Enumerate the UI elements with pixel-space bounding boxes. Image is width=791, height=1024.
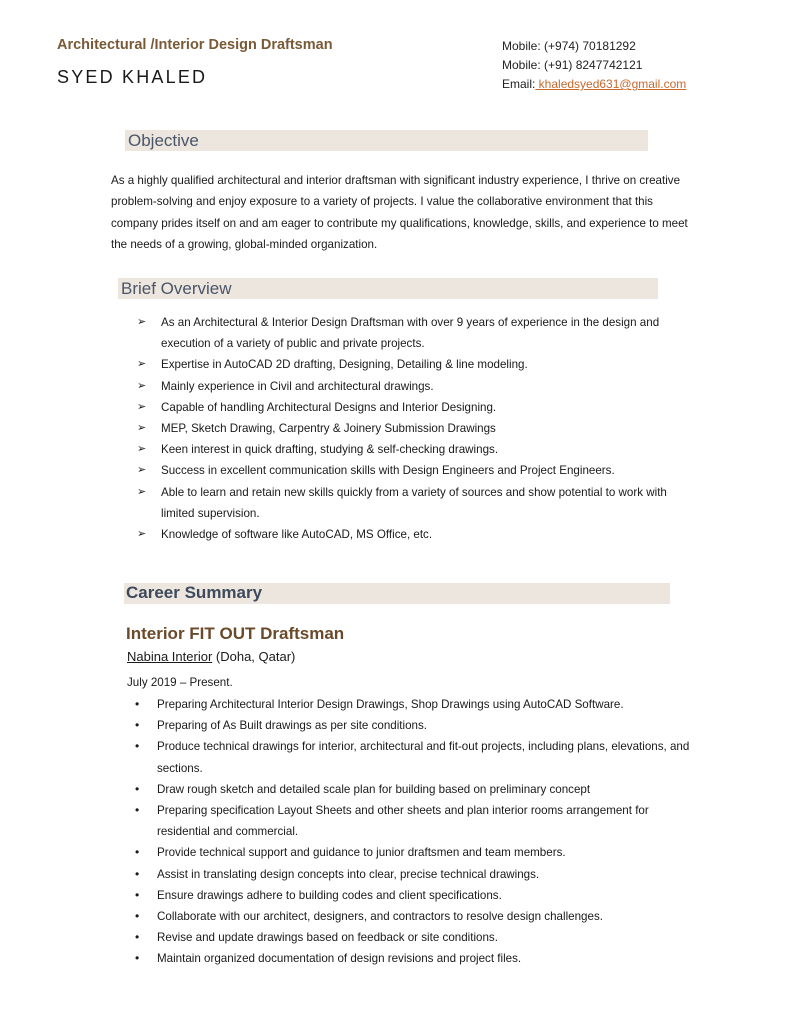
duty-item [135, 779, 692, 800]
duty-item [135, 842, 692, 863]
overview-item [137, 482, 691, 524]
employment-dates: July 2019 – Present. [127, 676, 233, 689]
bullet-icon: • [135, 866, 140, 881]
overview-item-text: Capable of handling Architectural Designs and Interior Designing. [161, 400, 497, 414]
bullet-icon: • [135, 718, 140, 733]
duty-item [135, 736, 692, 778]
bullet-icon: ➢ [137, 443, 147, 456]
bullet-icon: • [135, 697, 140, 711]
bullet-icon: ➢ [137, 528, 147, 541]
overview-item [137, 439, 691, 460]
overview-item [137, 524, 691, 545]
bullet-icon: • [135, 930, 140, 945]
overview-item-text: As an Architectural & Interior Design Draftsman with over 9 years of experience in the design and execution of a variety of public and private projects. [161, 316, 660, 351]
duty-item [135, 715, 692, 736]
overview-list [137, 312, 691, 545]
bullet-icon: • [135, 845, 140, 860]
overview-item [137, 418, 691, 439]
bullet-icon: ➢ [137, 422, 147, 435]
duty-item-text: Preparing Architectural Interior Design Drawings, Shop Drawings using AutoCAD Software. [157, 698, 624, 711]
duties-list-container [135, 694, 692, 970]
duty-item-text: Provide technical support and guidance to junior draftsmen and team members. [157, 846, 566, 860]
overview-item-text: MEP, Sketch Drawing, Carpentry & Joinery Submission Drawings [161, 422, 496, 436]
bullet-icon: ➢ [137, 358, 147, 371]
duty-item-text: Draw rough sketch and detailed scale plan for building based on preliminary concept [157, 782, 591, 796]
duty-item [135, 927, 692, 948]
duty-item-text: Collaborate with our architect, designers, and contractors to resolve design challenges. [157, 910, 603, 924]
bullet-icon: ➢ [137, 379, 147, 392]
duty-item-text: Revise and update drawings based on feedback or site conditions. [157, 931, 498, 945]
overview-item-text: Keen interest in quick drafting, studying & self-checking drawings. [161, 443, 499, 457]
bullet-icon: • [135, 781, 140, 796]
bullet-icon: ➢ [137, 400, 147, 413]
overview-item [137, 312, 691, 354]
career-heading: Career Summary [126, 583, 263, 602]
duty-item-text: Preparing specification Layout Sheets and other sheets and plan interior rooms arrangement for residential and commercial. [157, 804, 649, 839]
overview-item-text: Mainly experience in Civil and architectural drawings. [161, 379, 434, 393]
job-title-heading: Architectural /Interior Design Draftsman [57, 37, 333, 53]
duty-item-text: Maintain organized documentation of design revisions and project files. [157, 952, 522, 966]
duties-list [135, 694, 692, 970]
objective-paragraph: As a highly qualified architectural and interior draftsman with significant industry experience, I thrive on creative problem-solving and enjoy exposure to a variety of projects. I value the collaborative environment that this company prides itself on and am eager to contribute my qualifications, knowledge, skills, and experience to meet the needs of a growing, global-minded organization. [111, 174, 688, 252]
email-label: Email: [502, 77, 536, 91]
duty-item-text: Ensure drawings adhere to building codes and client specifications. [157, 888, 502, 902]
email-line [502, 75, 686, 94]
objective-section-bar [125, 130, 648, 151]
bullet-icon: • [135, 739, 140, 754]
bullet-icon: ➢ [137, 464, 147, 477]
contact-block [502, 37, 686, 94]
duty-item-text: Produce technical drawings for interior, architectural and fit-out projects, including plans, elevations, and sections. [157, 740, 690, 775]
overview-heading: Brief Overview [121, 279, 232, 298]
role-title: Interior FIT OUT Draftsman [126, 624, 345, 643]
objective-heading: Objective [128, 131, 199, 150]
overview-item-text: Able to learn and retain new skills quickly from a variety of sources and show potential to work with limited supervision. [161, 485, 667, 520]
bullet-icon: • [135, 803, 140, 818]
mobile-qatar: Mobile: (+974) 70181292 [502, 39, 636, 53]
mobile-india: Mobile: (+91) 8247742121 [502, 58, 643, 72]
duty-item [135, 864, 692, 885]
overview-item-text: Knowledge of software like AutoCAD, MS Office, etc. [161, 528, 433, 542]
overview-item [137, 460, 691, 481]
duty-item-text: Assist in translating design concepts into clear, precise technical drawings. [157, 867, 540, 881]
bullet-icon: ➢ [137, 485, 147, 498]
duty-item-text: Preparing of As Built drawings as per site conditions. [157, 719, 428, 733]
overview-item [137, 354, 691, 375]
overview-item-text: Success in excellent communication skills with Design Engineers and Project Engineers. [161, 464, 615, 478]
email-link[interactable]: khaledsyed631@gmail.com [535, 77, 687, 91]
company-line [127, 649, 295, 664]
bullet-icon: • [135, 887, 140, 902]
overview-item [137, 397, 691, 418]
company-name: Nabina Interior [127, 649, 213, 664]
overview-item-text: Expertise in AutoCAD 2D drafting, Designing, Detailing & line modeling. [161, 358, 528, 372]
company-location: (Doha, Qatar) [212, 649, 296, 664]
duty-item [135, 948, 692, 969]
duty-item [135, 694, 692, 715]
duty-item [135, 885, 692, 906]
duty-item [135, 800, 692, 842]
bullet-icon: • [135, 909, 140, 924]
candidate-name: SYED KHALED [57, 67, 208, 87]
overview-item [137, 376, 691, 397]
duty-item [135, 906, 692, 927]
overview-list-container [137, 312, 691, 545]
bullet-icon: • [135, 951, 140, 966]
bullet-icon: ➢ [137, 316, 147, 328]
